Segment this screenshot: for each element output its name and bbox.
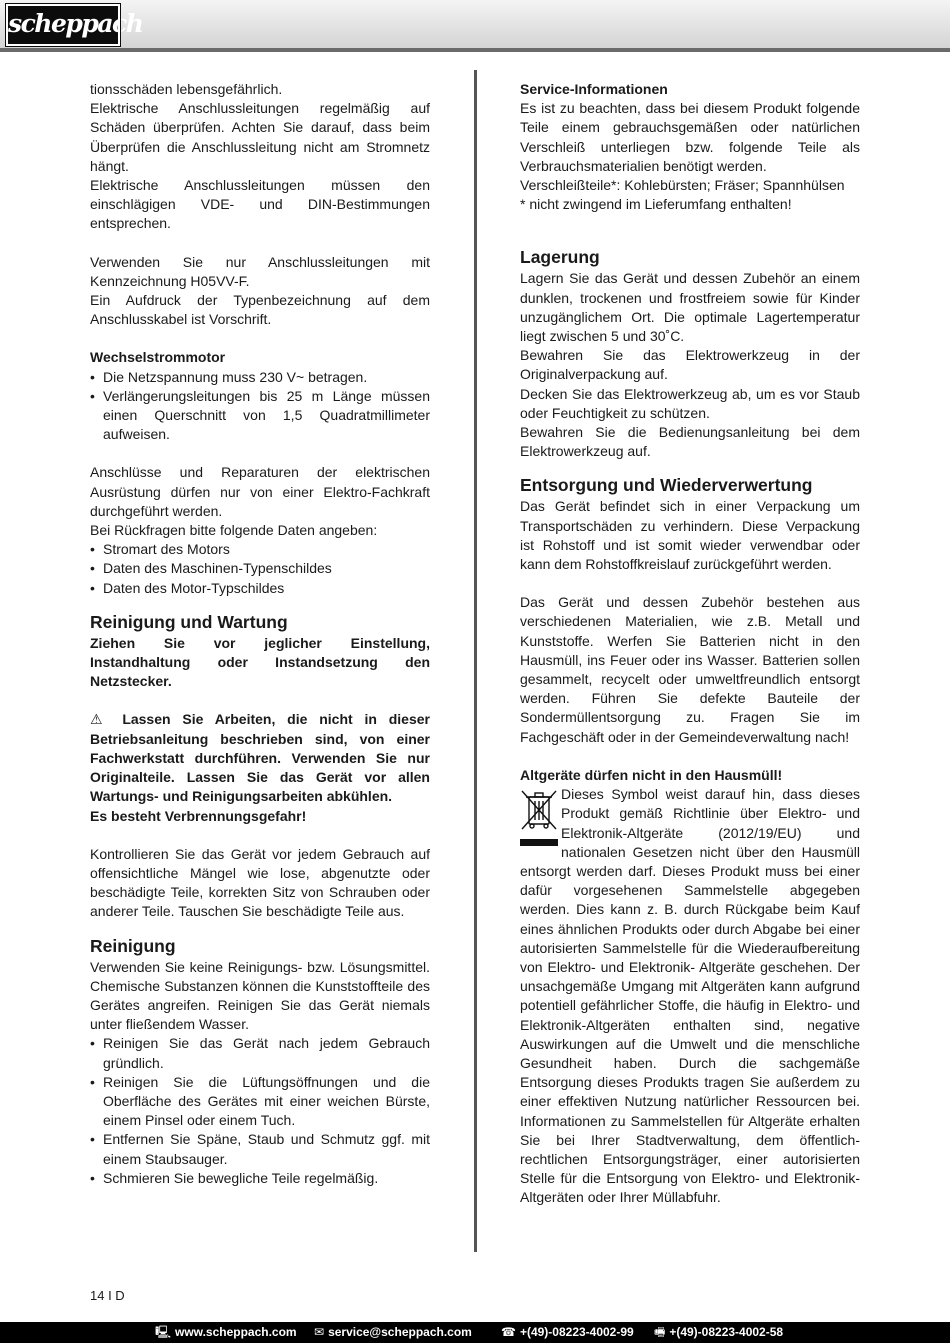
paragraph: Das Gerät befindet sich in einer Verpackung um Transportschäden zu verhindern. Diese Verpackung ist Rohstoff und ist somit wieder verwendbar oder kann dem Rohstoffkreislauf zurückgeführt werden. (520, 498, 860, 573)
list-item: • Entfernen Sie Späne, Staub und Schmutz ggf. mit einem Staubsauger. (90, 1130, 430, 1168)
warning-icon: ⚠ (90, 711, 111, 728)
scheppach-logo: scheppach (6, 4, 120, 46)
paragraph: tionsschäden lebensgefährlich. (90, 81, 283, 97)
header-band (0, 0, 950, 48)
paragraph: Verwenden Sie keine Reinigungs- bzw. Lösungsmittel. Chemische Substanzen können die Kunststoffteile des Gerätes angreifen. Reinigen Sie das Gerät niemals unter fließendem Wasser. (90, 958, 430, 1033)
wear-note: * nicht zwingend im Lieferumfang enthalten! (520, 196, 792, 213)
paragraph: Bewahren Sie das Elektrowerkzeug in der Originalverpackung auf. (520, 347, 860, 383)
warning-text: Lassen Sie Arbeiten, die nicht in dieser Betriebsanleitung beschrieben sind, von einer Fachwerkstatt durchführen. Verwenden Sie nur Originalteile. Lassen Sie das Gerät vor allen Wartungs- und Reinigungsarbeiten abkühlen. (90, 711, 430, 805)
list-item: • Reinigen Sie das Gerät nach jedem Gebrauch gründlich. (90, 1034, 430, 1072)
mail-icon: ✉ (314, 1325, 325, 1339)
weee-heading: Altgeräte dürfen nicht in den Hausmüll! (520, 766, 783, 783)
service-heading: Service-Informationen (520, 81, 668, 97)
list-item: • Daten des Motor-Typschildes (90, 579, 430, 598)
paragraph: Anschlüsse und Reparaturen der elektrischen Ausrüstung dürfen nur von einer Elektro-Fachkraft durchgeführt werden. (90, 464, 430, 519)
paragraph: Elektrische Anschlussleitungen müssen den einschlägigen VDE- und DIN-Bestimmungen entsprechen. (90, 177, 430, 232)
wear-parts: Verschleißteile*: Kohlebürsten; Fräser; Spannhülsen (520, 177, 845, 194)
burn-warning: Es besteht Verbrennungsgefahr! (90, 807, 307, 824)
list-item: • Reinigen Sie die Lüftungsöffnungen und die Oberfläche des Gerätes mit einer weichen Bürste, einem Pinsel oder einem Tuch. (90, 1073, 430, 1131)
maintenance-warning (90, 710, 430, 806)
paragraph: Kontrollieren Sie das Gerät vor jedem Gebrauch auf offensichtliche Mängel wie lose, abgenutzte oder beschädigte Teile, korrekten Sitz von Schrauben oder anderer Teile. Tauschen Sie beschädigte Teile aus. (90, 845, 430, 920)
list-item: • Die Netzspannung muss 230 V~ betragen. (90, 368, 430, 387)
paragraph: Das Gerät und dessen Zubehör bestehen aus verschiedenen Materialien, wie z.B. Metall und Kunststoffe. Werfen Sie Batterien nicht in den Hausmüll, ins Feuer oder ins Wasser. Batterien sollen gesammelt, recycelt oder umweltfreundlich entsorgt werden. Führen Sie defekte Bauteile der Sondermüllentsorgung zu. Fragen Sie im Fachgeschäft oder in der Gemeindeverwaltung nach! (520, 594, 860, 745)
cleaning-list (90, 1034, 430, 1188)
section-heading: Reinigung und Wartung (90, 611, 288, 632)
phone-icon: ☎ (501, 1325, 516, 1339)
paragraph: Es ist zu beachten, dass bei diesem Produkt folgende Teile einem gebrauchsgemäßen oder natürlichen Verschleiß unterliegen bzw. folgende Teile als Verbrauchsmaterialien benötigt werden. (520, 100, 860, 174)
paragraph: Lagern Sie das Gerät und dessen Zubehör an einem dunklen, trockenen und frostfreiem sowie für Kinder unzugänglichem Ort. Die optimale Lagertemperatur liegt zwischen 5 und 30˚C. (520, 270, 860, 345)
list-item: • Verlängerungsleitungen bis 25 m Länge müssen einen Querschnitt von 1,5 Quadratmillimeter aufweisen. (90, 387, 430, 445)
fax-icon: 🖷 (654, 1325, 666, 1339)
weee-block (520, 785, 860, 1207)
motor-heading: Wechselstrommotor (90, 349, 226, 366)
right-column (520, 80, 860, 1208)
footer-email[interactable]: ✉ service@scheppach.com (314, 1322, 472, 1343)
footer-bar (0, 1322, 950, 1343)
paragraph: Ein Aufdruck der Typenbezeichnung auf dem Anschlusskabel ist Vorschrift. (90, 292, 430, 328)
page-number: 14 I D (90, 1288, 125, 1303)
paragraph: Bei Rückfragen bitte folgende Daten angeben: (90, 522, 378, 539)
paragraph: Elektrische Anschlussleitungen regelmäßig auf Schäden überprüfen. Achten Sie darauf, dass beim Überprüfen die Anschlussleitung nicht am Stromnetz hängt. (90, 100, 430, 174)
section-heading: Lagerung (520, 247, 600, 268)
motor-list (90, 368, 430, 445)
paragraph: Bewahren Sie die Bedienungsanleitung bei dem Elektrowerkzeug auf. (520, 424, 860, 460)
left-column (90, 80, 430, 1188)
crossed-bin-icon (520, 789, 558, 851)
footer-website[interactable]: 🖳 www.scheppach.com (155, 1322, 297, 1343)
paragraph: Decken Sie das Elektrowerkzeug ab, um es vor Staub oder Feuchtigkeit zu schützen. (520, 385, 860, 421)
power-plug-warning: Ziehen Sie vor jeglicher Einstellung, Instandhaltung oder Instandsetzung den Netzstecker. (90, 634, 430, 690)
data-list (90, 540, 430, 598)
section-heading: Reinigung (90, 935, 176, 956)
column-divider (474, 70, 477, 1252)
computer-icon: 🖳 (155, 1325, 172, 1339)
footer-phone[interactable]: ☎ +(49)-08223-4002-99 (501, 1322, 634, 1343)
list-item: • Daten des Maschinen-Typenschildes (90, 559, 430, 578)
list-item: • Stromart des Motors (90, 540, 430, 559)
list-item: • Schmieren Sie bewegliche Teile regelmäßig. (90, 1169, 430, 1188)
section-heading: Entsorgung und Wiederverwertung (520, 475, 813, 496)
paragraph: Verwenden Sie nur Anschlussleitungen mit Kennzeichnung H05VV-F. (90, 253, 430, 289)
footer-fax[interactable]: 🖷 +(49)-08223-4002-58 (654, 1322, 783, 1343)
header-rule (0, 48, 950, 52)
weee-text: Dieses Symbol weist darauf hin, dass dieses Produkt gemäß Richtlinie über Elektro- und Elektronik-Altgeräte (2012/19/EU) und nationalen Gesetzen nicht über den Hausmüll entsorgt werden darf. Dieses Produkt muss bei einer dafür vorgesehenen Sammelstelle abgegeben werden. Dies kann z. B. durch Rückgabe beim Kauf eines ähnlichen Produkts oder durch Abgabe bei einer autorisierten Sammelstelle für die Wiederaufbereitung von Elektro- und Elektronik- Altgeräte geschehen. Der unsachgemäße Umgang mit Altgeräten kann aufgrund potentiell gefährlicher Stoffe, die häufig in Elektro- und Elektronik-Altgeräten enthalten sind, negative Auswirkungen auf die Umwelt und die menschliche Gesundheit haben. Durch die sachgemäße Entsorgung dieses Produkts tragen Sie außerdem zu einer effektiven Nutzung natürlicher Ressourcen bei. Informationen zu Sammelstellen für Altgeräte erhalten Sie bei Ihrer Stadtverwaltung, dem öffentlich-rechtlichen Entsorgungsträger, einer autorisierten Stelle für die Entsorgung von Elektro- und Elektronik-Altgeräten oder Ihrer Müllabfuhr. (520, 786, 860, 1206)
